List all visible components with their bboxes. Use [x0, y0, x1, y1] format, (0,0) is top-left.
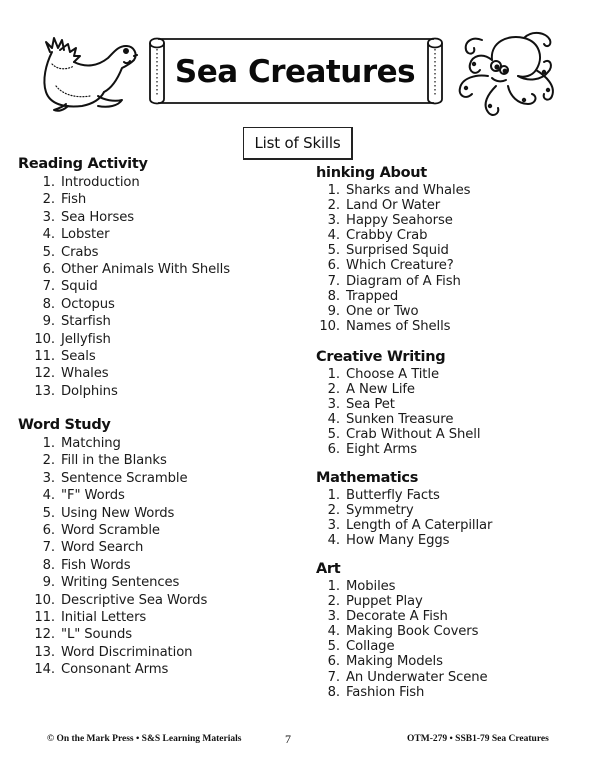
item-number: 2. [42, 453, 55, 469]
list-item [18, 296, 230, 313]
item-label: Mobiles [346, 579, 396, 594]
list-item [18, 574, 207, 591]
item-number: 13. [34, 383, 55, 399]
item-label: Lobster [61, 227, 110, 243]
item-label: Matching [61, 436, 121, 451]
list-item [316, 594, 488, 609]
item-label: Collage [346, 639, 395, 655]
list-item [18, 191, 230, 208]
item-label: Other Animals With Shells [61, 261, 231, 277]
list-item [18, 626, 207, 643]
item-number: 6. [327, 258, 340, 274]
list-item [18, 383, 230, 400]
list-item [316, 274, 470, 289]
list-item [18, 365, 230, 382]
item-number: 3. [42, 209, 55, 225]
item-label: How Many Eggs [346, 533, 450, 549]
item-label: Sea Horses [61, 209, 135, 225]
item-number: 14. [34, 662, 55, 678]
item-number: 1. [42, 175, 55, 190]
list-item [316, 183, 470, 198]
skill-list [316, 367, 480, 458]
title-banner-scroll [146, 35, 446, 107]
skill-list [18, 174, 230, 400]
section-title: Creative Writing [316, 349, 446, 365]
item-label: Initial Letters [61, 609, 147, 625]
item-number: 13. [34, 644, 55, 660]
section-art [316, 559, 488, 700]
item-label: Crabby Crab [346, 228, 428, 244]
list-item [316, 243, 470, 258]
item-number: 7. [327, 273, 340, 289]
item-label: Word Scramble [61, 522, 160, 538]
item-number: 2. [327, 382, 340, 398]
list-item [316, 609, 488, 624]
list-of-skills-heading: List of Skills [243, 127, 353, 160]
list-item [18, 539, 207, 556]
item-label: Descriptive Sea Words [61, 592, 208, 608]
item-label: Sentence Scramble [61, 470, 188, 486]
item-number: 5. [327, 427, 340, 443]
item-number: 8. [327, 684, 340, 700]
item-number: 1. [327, 488, 340, 503]
item-label: Squid [61, 279, 98, 295]
item-label: An Underwater Scene [346, 669, 488, 685]
item-number: 1. [327, 367, 340, 382]
item-label: Fish Words [61, 557, 131, 573]
section-title: Art [316, 561, 341, 577]
item-label: Trapped [346, 288, 399, 304]
item-label: Sharks and Whales [346, 183, 471, 198]
list-item [18, 226, 230, 243]
item-label: Length of A Caterpillar [346, 518, 493, 534]
item-number: 8. [42, 557, 55, 573]
item-number: 4. [327, 412, 340, 428]
list-item [316, 654, 488, 669]
item-label: Making Models [346, 654, 443, 670]
list-item [316, 670, 488, 685]
list-item [18, 609, 207, 626]
item-label: Using New Words [61, 505, 175, 521]
item-label: Making Book Covers [346, 624, 479, 640]
copyright-text: © On the Mark Press • S&S Learning Materials [47, 734, 242, 744]
list-item [18, 348, 230, 365]
list-item [316, 442, 480, 457]
item-number: 6. [42, 522, 55, 538]
section-title: Reading Activity [18, 156, 148, 172]
list-item [316, 319, 470, 334]
item-label: Names of Shells [346, 318, 451, 334]
item-number: 9. [42, 575, 55, 591]
list-item [316, 579, 488, 594]
section-mathematics [316, 468, 492, 548]
list-item [316, 304, 470, 319]
item-number: 3. [327, 609, 340, 625]
item-label: Starfish [61, 314, 111, 330]
section-word-study [18, 415, 207, 678]
item-label: Word Search [61, 540, 144, 556]
item-number: 7. [327, 669, 340, 685]
list-item [316, 412, 480, 427]
list-item [316, 258, 470, 273]
item-number: 2. [327, 503, 340, 519]
page-title: Sea Creatures [174, 54, 416, 90]
item-number: 6. [327, 654, 340, 670]
item-label: Introduction [61, 175, 140, 190]
list-item [316, 518, 492, 533]
section-creative-writing [316, 347, 480, 458]
list-item [18, 487, 207, 504]
item-label: A New Life [346, 382, 415, 398]
list-item [316, 367, 480, 382]
list-item [18, 209, 230, 226]
product-code-text: OTM-279 • SSB1-79 Sea Creatures [407, 734, 549, 744]
list-item [316, 533, 492, 548]
item-label: Seals [61, 348, 96, 364]
item-number: 12. [34, 627, 55, 643]
item-number: 10. [34, 331, 55, 347]
list-item [18, 644, 207, 661]
item-label: Octopus [61, 296, 115, 312]
page-header [0, 0, 600, 130]
list-item [18, 470, 207, 487]
skill-list [18, 435, 207, 678]
item-label: Crabs [61, 244, 99, 260]
page-number: 7 [285, 732, 291, 746]
item-number: 9. [42, 314, 55, 330]
skill-list [316, 579, 488, 700]
section-title: Mathematics [316, 470, 419, 486]
list-item [18, 522, 207, 539]
item-label: Jellyfish [61, 331, 111, 347]
item-number: 11. [34, 348, 55, 364]
item-label: Decorate A Fish [346, 609, 448, 625]
list-item [18, 313, 230, 330]
item-label: Butterfly Facts [346, 488, 440, 503]
item-number: 11. [34, 609, 55, 625]
item-number: 6. [42, 261, 55, 277]
item-number: 12. [34, 366, 55, 382]
list-item [18, 278, 230, 295]
item-number: 3. [327, 397, 340, 413]
item-number: 9. [327, 303, 340, 319]
item-number: 4. [42, 227, 55, 243]
item-label: Dolphins [61, 383, 118, 399]
section-title: Word Study [18, 417, 111, 433]
item-number: 2. [327, 594, 340, 610]
item-label: Sunken Treasure [346, 412, 454, 428]
item-number: 6. [327, 442, 340, 458]
item-label: Whales [61, 366, 109, 382]
list-item [18, 331, 230, 348]
item-number: 5. [42, 244, 55, 260]
item-number: 3. [42, 470, 55, 486]
list-item [316, 488, 492, 503]
item-label: Choose A Title [346, 367, 439, 382]
list-item [18, 505, 207, 522]
section-title: hinking About [316, 165, 427, 181]
seal-illustration-icon [38, 34, 138, 116]
list-item [316, 624, 488, 639]
list-item [18, 661, 207, 678]
item-label: Crab Without A Shell [346, 427, 481, 443]
item-label: One or Two [346, 303, 419, 319]
item-number: 7. [42, 540, 55, 556]
section-reading-activity [18, 154, 230, 400]
section-thinking-about [316, 163, 470, 334]
list-item [18, 557, 207, 574]
item-label: Happy Seahorse [346, 213, 453, 229]
item-number: 10. [319, 318, 340, 334]
item-number: 5. [42, 505, 55, 521]
item-number: 2. [327, 198, 340, 214]
list-item [316, 289, 470, 304]
list-item [316, 685, 488, 700]
item-label: Word Discrimination [61, 644, 193, 660]
octopus-illustration-icon [452, 30, 560, 120]
page-footer [0, 734, 600, 748]
item-number: 8. [327, 288, 340, 304]
item-number: 4. [327, 228, 340, 244]
item-label: Symmetry [346, 503, 414, 519]
item-number: 4. [327, 533, 340, 549]
item-label: Sea Pet [346, 397, 395, 413]
item-number: 8. [42, 296, 55, 312]
item-number: 5. [327, 243, 340, 259]
item-label: Writing Sentences [61, 575, 180, 591]
item-label: "L" Sounds [61, 627, 133, 643]
item-number: 4. [327, 624, 340, 640]
item-label: "F" Words [61, 488, 125, 504]
list-item [316, 198, 470, 213]
item-number: 5. [327, 639, 340, 655]
item-label: Consonant Arms [61, 662, 169, 678]
list-item [316, 639, 488, 654]
item-label: Eight Arms [346, 442, 418, 458]
skill-list [316, 183, 470, 334]
skill-list [316, 488, 492, 548]
item-number: 3. [327, 518, 340, 534]
list-item [316, 228, 470, 243]
list-item [18, 244, 230, 261]
list-item [316, 427, 480, 442]
list-item [18, 174, 230, 191]
item-label: Fashion Fish [346, 684, 425, 700]
item-label: Surprised Squid [346, 243, 449, 259]
item-number: 4. [42, 488, 55, 504]
item-label: Diagram of A Fish [346, 273, 461, 289]
item-label: Which Creature? [346, 258, 454, 274]
item-label: Land Or Water [346, 198, 441, 214]
list-item [18, 261, 230, 278]
list-item [316, 503, 492, 518]
list-item [316, 397, 480, 412]
item-number: 1. [42, 436, 55, 451]
list-item [316, 213, 470, 228]
item-number: 1. [327, 579, 340, 594]
item-number: 10. [34, 592, 55, 608]
item-number: 7. [42, 279, 55, 295]
item-label: Puppet Play [346, 594, 423, 610]
item-number: 2. [42, 192, 55, 208]
list-item [18, 452, 207, 469]
item-label: Fish [61, 192, 87, 208]
item-number: 1. [327, 183, 340, 198]
item-number: 3. [327, 213, 340, 229]
list-item [316, 382, 480, 397]
list-item [18, 592, 207, 609]
item-label: Fill in the Blanks [61, 453, 167, 469]
list-item [18, 435, 207, 452]
